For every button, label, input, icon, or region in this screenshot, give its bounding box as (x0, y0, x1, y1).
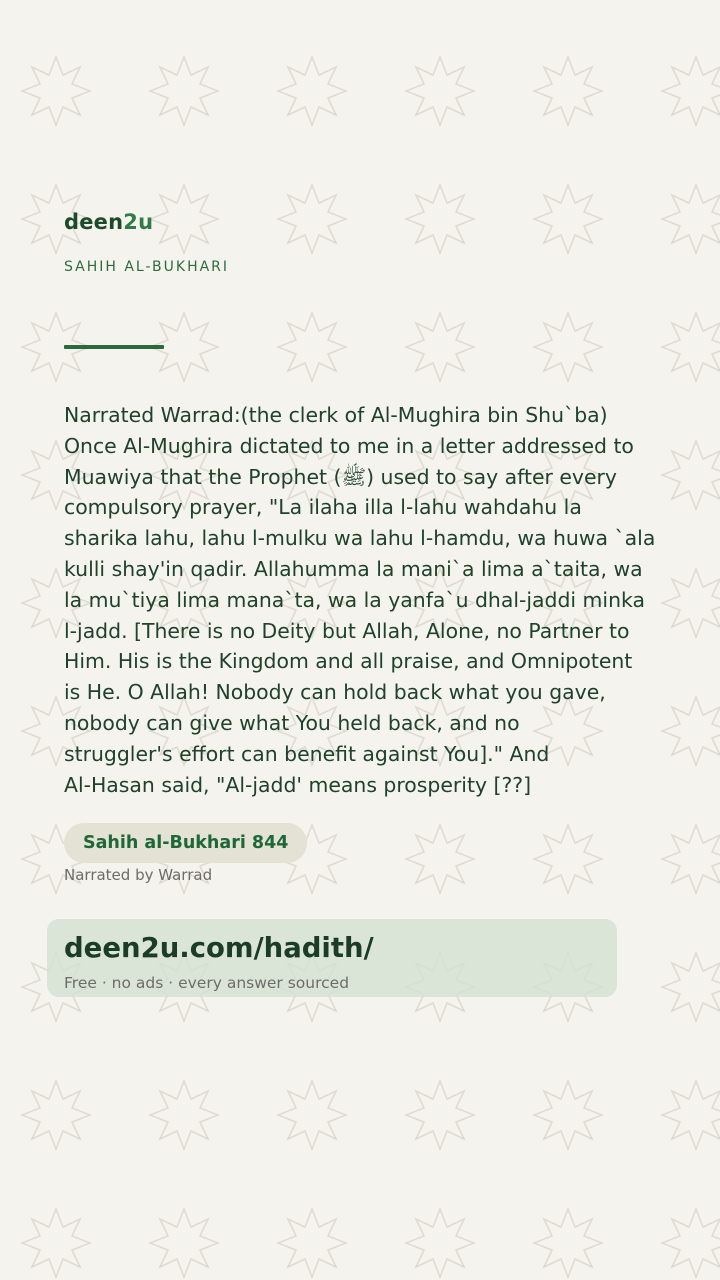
reference-badge: Sahih al-Bukhari 844 (64, 823, 307, 863)
hadith-text: Narrated Warrad:(the clerk of Al-Mughira bin Shu`ba) Once Al-Mughira dictated to me in a letter addressed to Muawiya that the Prophet (ﷺ) used to say after every compulsory prayer, "La ilaha illa l-lahu wahdahu la sharika lahu, lahu l-mulku wa lahu l-hamdu, wa huwa `ala kulli shay'in qadir. Allahumma la mani`a lima a`taita, wa la mu`tiya lima mana`ta, wa la yanfa`u dhal-jaddi minka l-jadd. [There is no Deity but Allah, Alone, no Partner to Him. His is the Kingdom and all praise, and Omnipotent is He. O Allah! Nobody can hold back what you gave, nobody can give what You held back, and no struggler's effort can benefit against You]." And Al-Hasan said, "Al-jadd' means prosperity [??] (64, 403, 656, 797)
cta-tagline: Free · no ads · every answer sourced (64, 974, 350, 992)
brand-name-accent: 2u (123, 210, 154, 234)
divider (64, 345, 164, 349)
brand-logo (64, 210, 153, 234)
collection-label: SAHIH AL-BUKHARI (64, 259, 230, 275)
cta-url-link[interactable]: deen2u.com/hadith/ (64, 932, 374, 964)
brand-name: deen (64, 210, 124, 234)
cta-banner[interactable] (47, 919, 617, 997)
narrator-text: Narrated by Warrad (64, 866, 213, 884)
